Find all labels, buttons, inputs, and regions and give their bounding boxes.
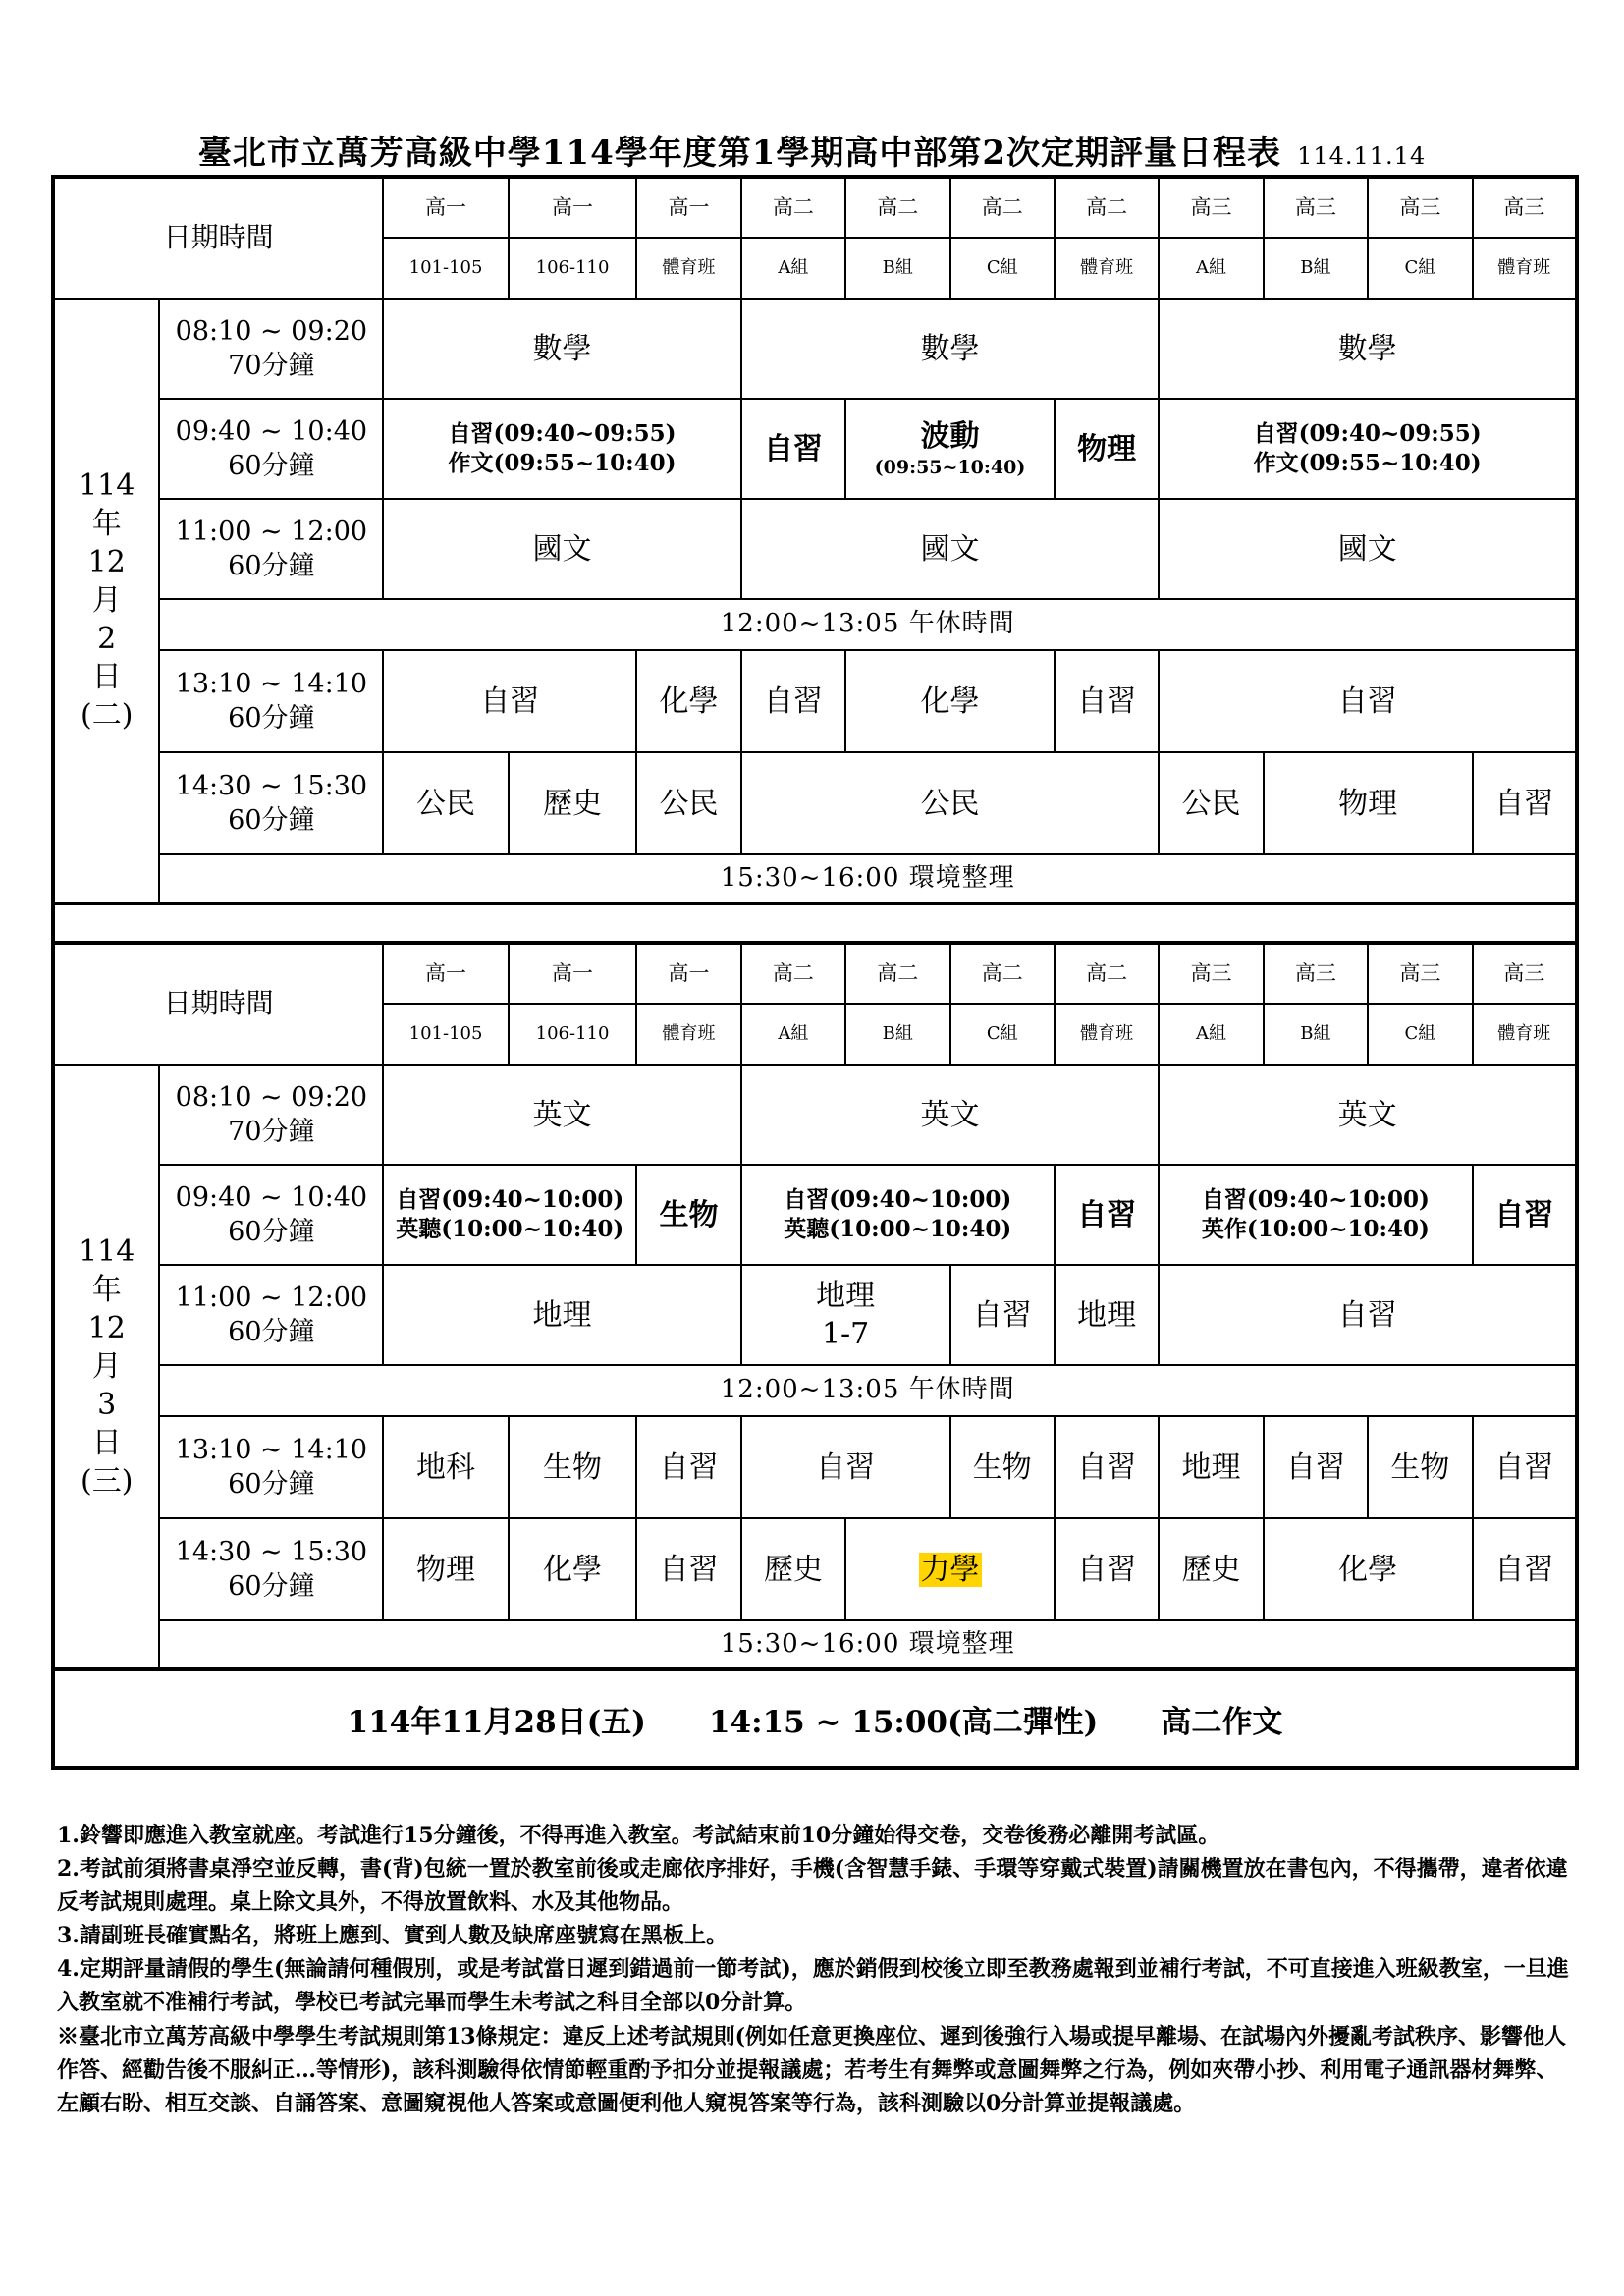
group-header: 體育班 (1055, 1004, 1159, 1065)
slot-time: 09:40 ~ 10:40 (175, 1181, 368, 1213)
group-header: B組 (845, 238, 949, 299)
group-header: C組 (950, 238, 1055, 299)
exam-line: 自習(09:40~09:55) (448, 420, 677, 448)
date-line: 114 (79, 468, 135, 503)
exam-cell: 化學 (845, 650, 1055, 752)
exam-cell: 公民 (1159, 752, 1263, 854)
grade-header: 高二 (845, 943, 949, 1004)
cleanup-band: 15:30~16:00 環境整理 (159, 1620, 1577, 1669)
lunch-band: 12:00~13:05 午休時間 (159, 1365, 1577, 1416)
date-line: 年 (91, 1273, 122, 1307)
slot-time: 09:40 ~ 10:40 (175, 415, 368, 447)
slot-duration: 60分鐘 (228, 451, 315, 481)
group-header: A組 (1159, 238, 1263, 299)
grade-header: 高三 (1264, 943, 1368, 1004)
time-slot (159, 499, 383, 599)
group-header: 106-110 (509, 238, 637, 299)
grade-header: 高一 (636, 943, 740, 1004)
exam-cell: 自習 (1473, 752, 1577, 854)
exam-cell: 自習 (1159, 1265, 1577, 1365)
group-header: A組 (741, 1004, 845, 1065)
exam-line: 地理 (816, 1279, 876, 1313)
grade-header: 高三 (1368, 943, 1472, 1004)
date-line: 3 (97, 1388, 117, 1422)
exam-line: 英作(10:00~10:40) (1201, 1216, 1430, 1242)
exam-cell: 歷史 (741, 1518, 845, 1620)
exam-cell: 自習 (383, 650, 636, 752)
exam-cell: 自習 (1055, 650, 1159, 752)
exam-cell: 自習 (1473, 1416, 1577, 1518)
grade-header: 高一 (383, 177, 508, 238)
exam-cell (1159, 399, 1577, 499)
slot-duration: 60分鐘 (228, 1571, 315, 1602)
time-slot (159, 650, 383, 752)
slot-duration: 60分鐘 (228, 551, 315, 581)
time-slot (159, 1416, 383, 1518)
exam-cell: 數學 (1159, 299, 1577, 399)
cleanup-band: 15:30~16:00 環境整理 (159, 854, 1577, 903)
exam-cell: 化學 (636, 650, 740, 752)
exam-cell (741, 1165, 1055, 1265)
rule-item: 2.考試前須將書桌淨空並反轉，書(背)包統一置於教室前後或走廊依序排好，手機(含智慧手錶、手環等穿戴式裝置)請關機置放在書包內，不得攜帶，違者依違反考試規則處理。桌上除文具外，不得放置飲料、水及其他物品。 (57, 1856, 1568, 1916)
exam-cell: 物理 (1264, 752, 1473, 854)
grade-header: 高二 (950, 177, 1055, 238)
exam-line: 英聽(10:00~10:40) (784, 1216, 1012, 1242)
exam-cell: 公民 (636, 752, 740, 854)
grade-header: 高二 (845, 177, 949, 238)
date-cell-day1 (53, 299, 159, 903)
exam-cell: 英文 (383, 1065, 740, 1165)
slot-duration: 60分鐘 (228, 1317, 315, 1347)
exam-cell: 物理 (383, 1518, 508, 1620)
exam-cell: 物理 (1055, 399, 1159, 499)
exam-line: 波動 (920, 419, 980, 455)
group-header: B組 (1264, 1004, 1368, 1065)
group-header: A組 (741, 238, 845, 299)
exam-cell-highlighted (845, 1518, 1055, 1620)
exam-cell: 地科 (383, 1416, 508, 1518)
time-slot (159, 1165, 383, 1265)
slot-duration: 60分鐘 (228, 805, 315, 836)
date-line: (三) (80, 1464, 134, 1499)
slot-time: 11:00 ~ 12:00 (175, 1282, 368, 1313)
exam-cell: 生物 (950, 1416, 1055, 1518)
exam-cell: 自習 (1473, 1165, 1577, 1265)
time-slot (159, 752, 383, 854)
schedule-table-day1 (51, 175, 1579, 905)
date-line: 月 (91, 1349, 122, 1384)
exam-line: 自習(09:40~10:00) (396, 1186, 624, 1214)
exam-line: 自習(09:40~10:00) (784, 1186, 1012, 1214)
exam-cell: 數學 (383, 299, 740, 399)
slot-time: 14:30 ~ 15:30 (175, 770, 368, 801)
exam-cell: 公民 (741, 752, 1160, 854)
exam-cell: 化學 (509, 1518, 637, 1620)
exam-cell: 自習 (1055, 1416, 1159, 1518)
grade-header: 高三 (1473, 943, 1577, 1004)
group-header: 101-105 (383, 1004, 508, 1065)
lunch-band: 12:00~13:05 午休時間 (159, 599, 1577, 650)
slot-duration: 70分鐘 (228, 1117, 315, 1147)
exam-cell: 自習 (1264, 1416, 1368, 1518)
slot-time: 14:30 ~ 15:30 (175, 1536, 368, 1567)
exam-cell (845, 399, 1055, 499)
time-slot (159, 1265, 383, 1365)
table-divider (51, 903, 1579, 943)
group-header: C組 (950, 1004, 1055, 1065)
footer-time: 14:15 ~ 15:00(高二彈性) (708, 1704, 1099, 1740)
exam-cell: 數學 (741, 299, 1160, 399)
title-date: 114.11.14 (1297, 142, 1427, 170)
date-line: 日 (91, 660, 122, 694)
exam-cell: 自習 (1159, 650, 1577, 752)
group-header: 體育班 (1473, 238, 1577, 299)
time-slot (159, 399, 383, 499)
exam-cell: 自習 (636, 1518, 740, 1620)
slot-duration: 60分鐘 (228, 703, 315, 734)
exam-cell (741, 1265, 950, 1365)
time-slot (159, 1065, 383, 1165)
exam-cell (1159, 1165, 1472, 1265)
group-header: 106-110 (509, 1004, 637, 1065)
grade-header: 高三 (1159, 943, 1263, 1004)
grade-header: 高一 (383, 943, 508, 1004)
exam-cell: 歷史 (1159, 1518, 1263, 1620)
exam-cell (383, 1165, 636, 1265)
group-header: 體育班 (1473, 1004, 1577, 1065)
exam-cell: 自習 (636, 1416, 740, 1518)
grade-header: 高二 (1055, 177, 1159, 238)
slot-time: 13:10 ~ 14:10 (175, 668, 368, 699)
group-header: 體育班 (1055, 238, 1159, 299)
exam-cell: 國文 (741, 499, 1160, 599)
rule-item: ※臺北市立萬芳高級中學學生考試規則第13條規定：違反上述考試規則(例如任意更換座位、遲到後強行入場或提早離場、在試場內外擾亂考試秩序、影響他人作答、經勸告後不服糾正…等情形)，該科測驗得依情節輕重酌予扣分並提報議處；若考生有舞弊或意圖舞弊之行為，例如夾帶小抄、利用電子通訊器材舞弊、左顧右盼、相互交談、自誦答案、意圖窺視他人答案或意圖便利他人窺視答案等行為，該科測驗以0分計算並提報議處。 (57, 2023, 1567, 2116)
exam-cell: 生物 (636, 1165, 740, 1265)
group-header: A組 (1159, 1004, 1263, 1065)
exam-cell: 化學 (1264, 1518, 1473, 1620)
group-header: 101-105 (383, 238, 508, 299)
slot-time: 08:10 ~ 09:20 (175, 1081, 368, 1113)
exam-cell: 地理 (383, 1265, 740, 1365)
date-line: 月 (91, 583, 122, 618)
group-header: C組 (1368, 238, 1472, 299)
slot-time: 13:10 ~ 14:10 (175, 1434, 368, 1465)
header-corner: 日期時間 (53, 943, 383, 1065)
slot-duration: 70分鐘 (228, 351, 315, 381)
date-cell-day2 (53, 1065, 159, 1669)
title-text: 臺北市立萬芳高級中學114學年度第1學期高中部第2次定期評量日程表 (197, 134, 1282, 173)
group-header: B組 (1264, 238, 1368, 299)
rule-item: 1.鈴響即應進入教室就座。考試進行15分鐘後，不得再進入教室。考試結束前10分鐘始得交卷，交卷後務必離開考試區。 (57, 1823, 1220, 1848)
rule-item: 3.請副班長確實點名，將班上應到、實到人數及缺席座號寫在黑板上。 (57, 1923, 728, 1949)
exam-cell: 生物 (1368, 1416, 1472, 1518)
slot-duration: 60分鐘 (228, 1469, 315, 1500)
grade-header: 高三 (1159, 177, 1263, 238)
grade-header: 高一 (636, 177, 740, 238)
exam-line: 作文(09:55~10:40) (448, 450, 677, 476)
exam-cell (383, 399, 740, 499)
grade-header: 高二 (1055, 943, 1159, 1004)
time-slot (159, 1518, 383, 1620)
date-line: 114 (79, 1234, 135, 1269)
grade-header: 高二 (741, 943, 845, 1004)
exam-line: 自習(09:40~09:55) (1253, 420, 1482, 448)
exam-cell: 國文 (383, 499, 740, 599)
exam-cell: 國文 (1159, 499, 1577, 599)
exam-cell: 地理 (1055, 1265, 1159, 1365)
footer-box (51, 1667, 1579, 1770)
exam-line: 英聽(10:00~10:40) (396, 1216, 624, 1242)
date-line: 日 (91, 1426, 122, 1460)
slot-duration: 60分鐘 (228, 1217, 315, 1247)
grade-header: 高三 (1473, 177, 1577, 238)
exam-cell: 地理 (1159, 1416, 1263, 1518)
time-slot (159, 299, 383, 399)
date-line: 2 (97, 622, 117, 656)
exam-line: 自習(09:40~10:00) (1201, 1186, 1430, 1214)
group-header: 體育班 (636, 1004, 740, 1065)
date-line: 12 (87, 545, 126, 579)
exam-cell: 自習 (741, 1416, 950, 1518)
grade-header: 高一 (509, 943, 637, 1004)
exam-cell: 自習 (1473, 1518, 1577, 1620)
exam-cell: 英文 (1159, 1065, 1577, 1165)
footer-date: 114年11月28日(五) (347, 1704, 646, 1740)
group-header: 體育班 (636, 238, 740, 299)
exam-cell: 自習 (741, 650, 845, 752)
grade-header: 高三 (1368, 177, 1472, 238)
date-line: 12 (87, 1311, 126, 1345)
exam-cell: 公民 (383, 752, 508, 854)
schedule-table-day2 (51, 941, 1579, 1671)
exam-rules (57, 1819, 1575, 2120)
highlight-mark: 力學 (920, 1552, 980, 1587)
slot-time: 11:00 ~ 12:00 (175, 516, 368, 547)
header-corner: 日期時間 (53, 177, 383, 299)
exam-line: (09:55~10:40) (874, 457, 1026, 479)
exam-cell: 歷史 (509, 752, 637, 854)
exam-cell: 自習 (1055, 1518, 1159, 1620)
slot-time: 08:10 ~ 09:20 (175, 315, 368, 347)
group-header: B組 (845, 1004, 949, 1065)
exam-cell: 自習 (1055, 1165, 1159, 1265)
exam-cell: 自習 (950, 1265, 1055, 1365)
date-line: 年 (91, 507, 122, 541)
date-line: (二) (80, 698, 134, 733)
group-header: C組 (1368, 1004, 1472, 1065)
exam-cell: 生物 (509, 1416, 637, 1518)
grade-header: 高一 (509, 177, 637, 238)
grade-header: 高二 (741, 177, 845, 238)
exam-line: 作文(09:55~10:40) (1253, 450, 1482, 476)
exam-cell: 自習 (741, 399, 845, 499)
grade-header: 高二 (950, 943, 1055, 1004)
exam-cell: 英文 (741, 1065, 1160, 1165)
footer-subject: 高二作文 (1161, 1704, 1283, 1740)
rule-item: 4.定期評量請假的學生(無論請何種假別，或是考試當日遲到錯過前一節考試)，應於銷假到校後立即至教務處報到並補行考試，不可直接進入班級教室，一旦進入教室就不准補行考試，學校已考試完畢而學生未考試之科目全部以0分計算。 (57, 1956, 1569, 2016)
page-title (0, 126, 1624, 174)
exam-line: 1-7 (821, 1317, 870, 1351)
grade-header: 高三 (1264, 177, 1368, 238)
